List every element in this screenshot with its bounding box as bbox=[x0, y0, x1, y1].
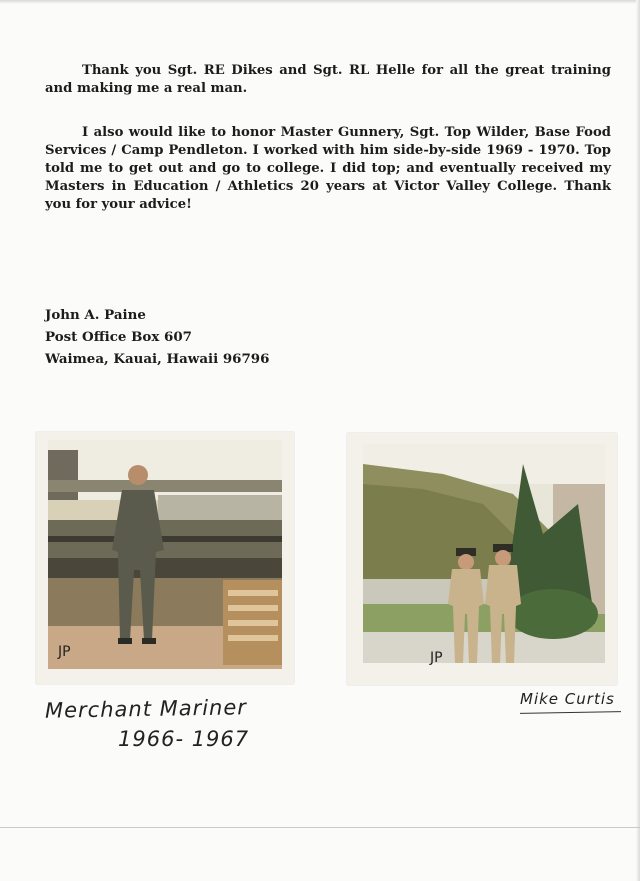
photo-mike-curtis-image bbox=[363, 444, 605, 663]
address-name: John A. Paine bbox=[45, 307, 146, 323]
page-top-edge bbox=[0, 0, 640, 4]
photo-merchant-mariner bbox=[48, 440, 282, 669]
address-po-box: Post Office Box 607 bbox=[45, 329, 192, 345]
photo-mike-curtis-initials: JP bbox=[430, 650, 443, 666]
caption-merchant-mariner-line2: 1966- 1967 bbox=[118, 727, 250, 751]
photo-merchant-mariner-image bbox=[48, 440, 282, 669]
caption-underline bbox=[520, 711, 621, 714]
page-bottom-divider bbox=[0, 827, 640, 828]
paragraph-thanks: Thank you Sgt. RE Dikes and Sgt. RL Helle for all the great training and making me a real man. bbox=[45, 63, 611, 96]
address-city: Waimea, Kauai, Hawaii 96796 bbox=[45, 351, 270, 367]
photo-mike-curtis bbox=[363, 444, 605, 663]
photo-merchant-mariner-initials: JP bbox=[58, 644, 71, 660]
address-block bbox=[45, 304, 269, 370]
caption-merchant-mariner-line1: Merchant Mariner bbox=[44, 695, 248, 723]
caption-mike-curtis: Mike Curtis bbox=[520, 690, 615, 708]
page-right-edge bbox=[636, 0, 640, 881]
paragraph-honor: I also would like to honor Master Gunnery, Sgt. Top Wilder, Base Food Services / Camp Pendleton. I worked with him side-by-side 1969 - 1970. Top told me to get out and go to college. I did top; and eventually received my Masters in Education / Athletics 20 years at Victor Valley College. Thank you for your advice! bbox=[45, 125, 611, 212]
